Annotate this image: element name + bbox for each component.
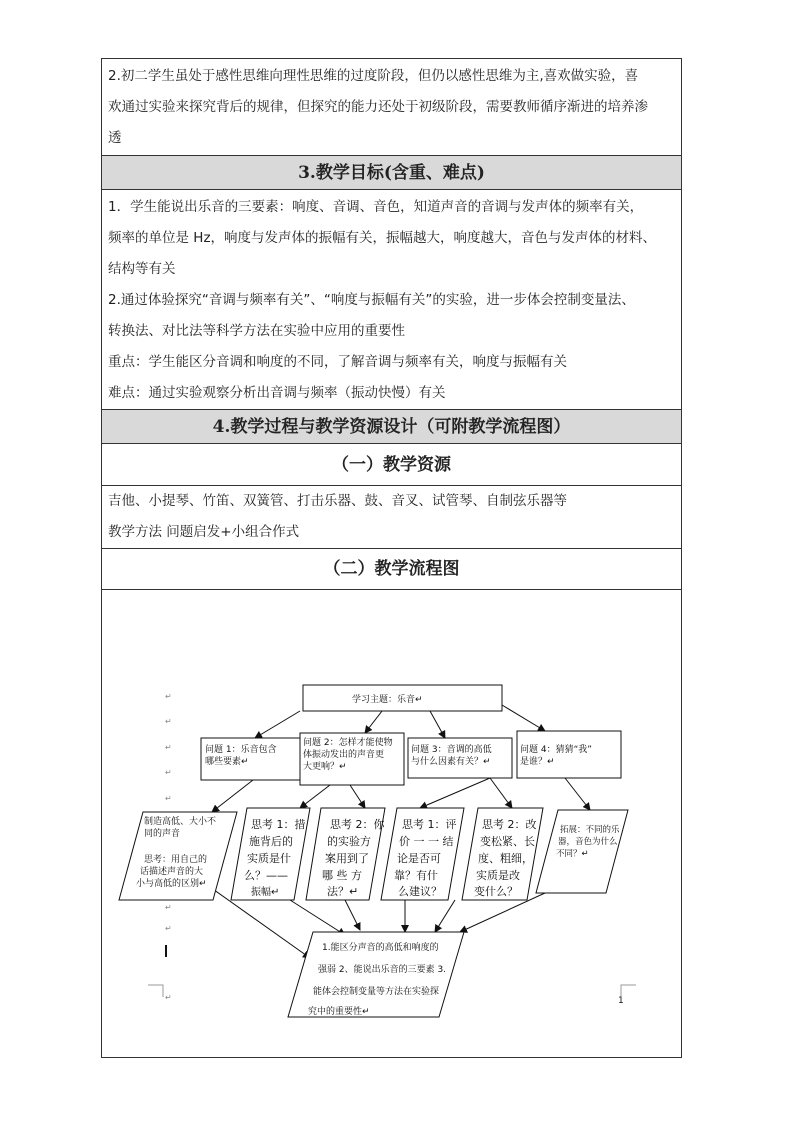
goal-line-3: 能体会控制变量等方法在实验探 <box>313 987 440 997</box>
p1-line-3: 思考：用自己的 <box>144 855 208 865</box>
theme-text: 学习主题：乐音↵ <box>352 695 423 705</box>
objectives-title: 3.教学目标(含重、难点) <box>298 163 485 183</box>
objective-line-5: 转换法、对比法等科学方法在实验中应用的重要性 <box>108 323 405 339</box>
p1-line-1: 制造高低、大小不 <box>144 817 217 827</box>
resources-title: （一）教学资源 <box>332 455 451 475</box>
analysis-line-3: 透 <box>108 130 122 146</box>
q1-line-1: 问题 1：乐音包含 <box>205 745 277 755</box>
svg-text:↵: ↵ <box>165 768 172 777</box>
p4-line-2: 价 一 一 结 <box>399 835 454 848</box>
svg-text:↵: ↵ <box>165 993 172 1002</box>
flow-title: （二）教学流程图 <box>323 559 460 579</box>
q2-line-3: 大更响？↵ <box>303 762 347 772</box>
p2-line-2: 施背后的 <box>249 835 293 848</box>
p1-line-4: 话描述声音的大 <box>140 867 204 877</box>
p3-line-3: 案用到了 <box>325 852 369 865</box>
q2-line-2: 体振动发出的声音更 <box>303 750 385 760</box>
key-point-line: 重点：学生能区分音调和响度的不同，了解音调与频率有关，响度与振幅有关 <box>108 354 567 370</box>
q2-line-1: 问题 2：怎样才能使物 <box>303 738 393 748</box>
svg-text:↵: ↵ <box>165 924 172 933</box>
p6-line-3: 不同？↵ <box>556 849 589 859</box>
p4-line-1: 思考 1：评 <box>402 818 457 831</box>
p4-line-4: 靠？有什 <box>394 869 438 882</box>
p3-line-2: 的实验方 <box>327 835 371 848</box>
p5-line-3: 度、粗细， <box>478 852 533 865</box>
goal-line-1: 1.能区分声音的高低和响度的 <box>322 943 439 953</box>
analysis-line-2: 欢通过实验来探究背后的规律，但探究的能力还处于初级阶段，需要教师循序渐进的培养渗 <box>108 99 648 115</box>
goal-line-2: 强弱 2、能说出乐音的三要素 3. <box>318 965 447 975</box>
p2-line-3: 实质是什 <box>247 852 291 865</box>
objective-line-4: 2.通过体验探究“音调与频率有关”、“响度与振幅有关”的实验，进一步体会控制变量法、 <box>108 292 635 308</box>
q3-line-1: 问题 3：音调的高低 <box>411 745 492 755</box>
p5-line-5: 变什么？ <box>474 885 518 898</box>
resources-line-2: 教学方法 问题启发+小组合作式 <box>108 524 300 540</box>
p4-line-3: 论是否可 <box>397 852 441 865</box>
svg-text:↵: ↵ <box>165 794 172 803</box>
p1-line-5: 小与高低的区别↵ <box>136 879 207 889</box>
p5-line-2: 变松紧、长 <box>480 835 535 848</box>
p2-line-5: 振幅↵ <box>251 887 280 898</box>
p4-line-5: 么建议？ <box>398 885 442 898</box>
p5-line-4: 实质是改 <box>476 869 520 882</box>
page-number: 1 <box>618 996 624 1006</box>
resources-line-1: 吉他、小提琴、竹笛、双簧管、打击乐器、鼓、音叉、试管琴、自制弦乐器等 <box>108 493 567 509</box>
svg-text:↵: ↵ <box>165 692 172 701</box>
svg-text:↵: ↵ <box>165 717 172 726</box>
svg-text:↵: ↵ <box>165 743 172 752</box>
p2-line-1: 思考 1：措 <box>251 818 306 831</box>
process-title: 4.教学过程与教学资源设计（可附教学流程图） <box>212 417 571 437</box>
difficult-point-line: 难点：通过实验观察分析出音调与频率（振动快慢）有关 <box>108 385 446 401</box>
objective-line-3: 结构等有关 <box>108 261 176 277</box>
q4-line-2: 是谁？↵ <box>520 757 555 767</box>
svg-text:↵: ↵ <box>165 903 172 912</box>
goal-line-4: 究中的重要性↵ <box>308 1007 370 1017</box>
p2-line-4: 么？—— <box>244 869 288 882</box>
p3-line-1: 思考 2：你 <box>330 818 385 831</box>
p3-line-5: 法？↵ <box>327 885 359 898</box>
objective-line-1: 1．学生能说出乐音的三要素：响度、音调、音色，知道声音的音调与发声体的频率有关， <box>108 199 644 215</box>
p1-line-2: 同的声音 <box>144 829 181 839</box>
q3-line-2: 与什么因素有关？↵ <box>411 757 491 767</box>
analysis-line-1: 2.初二学生虽处于感性思维向理性思维的过度阶段，但仍以感性思维为主,喜欢做实验，喜 <box>108 68 639 84</box>
q4-line-1: 问题 4：猜猜“我” <box>520 745 592 755</box>
q1-line-2: 哪些要素↵ <box>205 757 249 767</box>
p3-line-4: 哪 些 方 <box>322 869 362 882</box>
p6-line-1: 拓展：不同的乐 <box>560 825 620 835</box>
p5-line-1: 思考 2：改 <box>482 818 537 831</box>
objective-line-2: 频率的单位是 Hz，响度与发声体的振幅有关，振幅越大，响度越大，音色与发声体的材料、 <box>108 230 657 246</box>
p6-line-2: 器，音色为什么 <box>558 837 618 847</box>
